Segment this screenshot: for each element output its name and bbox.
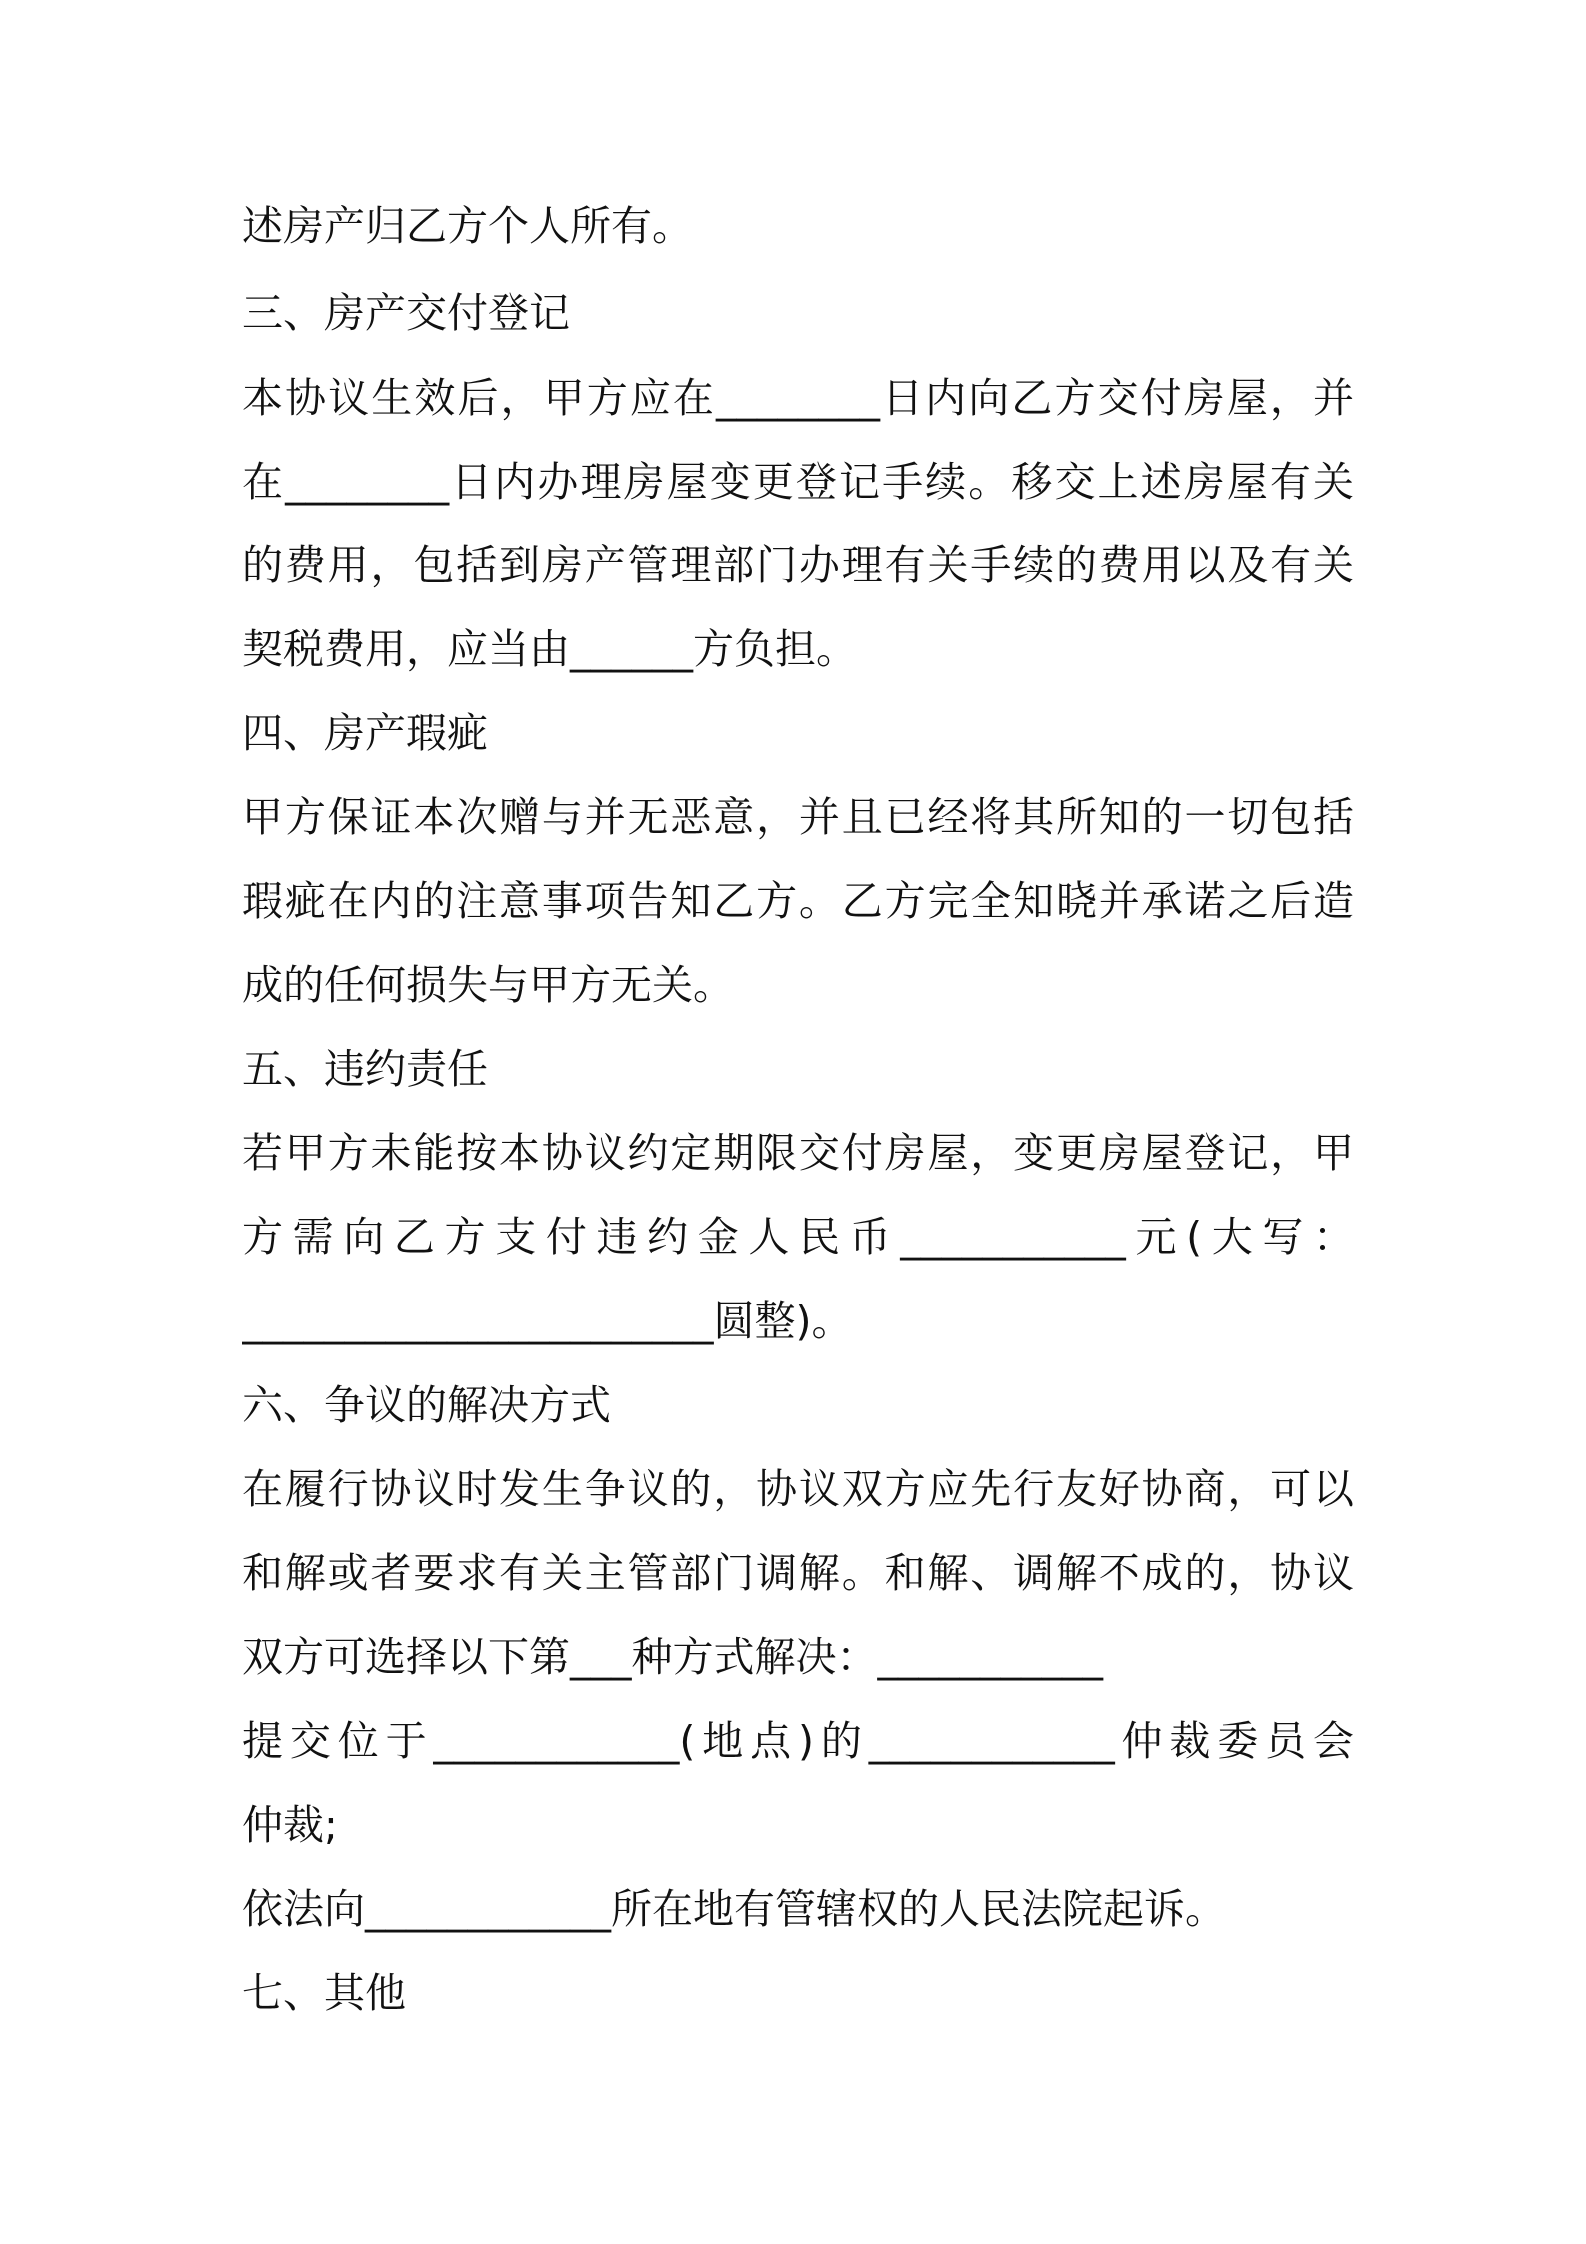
body-text-line: 依法向____________所在地有管辖权的人民法院起诉。 [242,1885,1226,1933]
body-text-line: _______________________圆整)。 [242,1297,853,1345]
section-heading-property-defects: 四、房产瑕疵 [242,709,488,757]
body-text-line: 瑕疵在内的注意事项告知乙方。乙方完全知晓并承诺之后造 [242,877,1354,925]
body-text-line: 甲方保证本次赠与并无恶意，并且已经将其所知的一切包括 [242,793,1354,841]
section-heading-property-delivery: 三、房产交付登记 [242,289,570,337]
body-text-line: 仲裁; [242,1801,338,1849]
body-text-line: 方需向乙方支付违约金人民币___________元(大写： [242,1213,1354,1261]
body-text-line: 本协议生效后，甲方应在________日内向乙方交付房屋，并 [242,374,1354,422]
body-text-line: 契税费用，应当由______方负担。 [242,625,857,673]
section-heading-other: 七、其他 [242,1969,406,2017]
body-text-line: 成的任何损失与甲方无关。 [242,961,734,1009]
body-text-line: 述房产归乙方个人所有。 [242,202,693,250]
body-text-line: 和解或者要求有关主管部门调解。和解、调解不成的，协议 [242,1549,1354,1597]
body-text-line: 在履行协议时发生争议的，协议双方应先行友好协商，可以 [242,1465,1354,1513]
body-text-line: 的费用，包括到房产管理部门办理有关手续的费用以及有关 [242,541,1354,589]
body-text-line: 若甲方未能按本协议约定期限交付房屋，变更房屋登记，甲 [242,1129,1354,1177]
section-heading-breach-liability: 五、违约责任 [242,1045,488,1093]
body-text-line: 双方可选择以下第___种方式解决：___________ [242,1633,1103,1681]
section-heading-dispute-resolution: 六、争议的解决方式 [242,1381,611,1429]
body-text-line: 在________日内办理房屋变更登记手续。移交上述房屋有关 [242,458,1354,506]
body-text-line: 提交位于____________(地点)的____________仲裁委员会 [242,1717,1354,1765]
